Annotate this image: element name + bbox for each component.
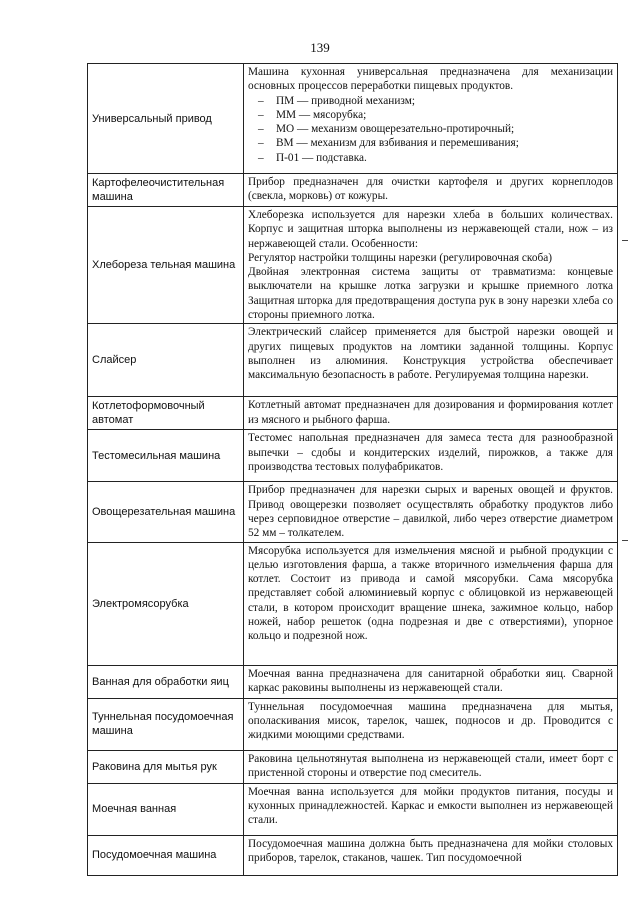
equipment-name: Слайсер [88,324,244,397]
description-paragraph: Моечная ванна предназначена для санитарной обработки яиц. Сварной каркас раковины выполнены из нержавеющей стали. [248,667,613,694]
table-row [88,542,618,665]
equipment-name: Хлебореза тельная машина [88,207,244,324]
table-row [88,750,618,783]
description-paragraph: Машина кухонная универсальная предназначена для механизации основных процессов переработки пищевых продуктов. [248,66,613,93]
component-list-item: – П-01 — подставка. [248,151,613,165]
equipment-description [244,430,618,482]
description-paragraph: Хлеборезка используется для нарезки хлеба в больших количествах. Корпус и защитная шторка выполнены из нержавеющей стали, нож – из нержавеющей стали. Особенности: [248,209,613,250]
equipment-table-body [88,64,618,876]
equipment-name: Котлетоформовочный автомат [88,397,244,430]
component-list-item: – ПМ — приводной механизм; [248,94,613,108]
equipment-name: Ванная для обработки яиц [88,665,244,698]
equipment-name: Посудомоечная машина [88,835,244,875]
component-list-item: – ММ — мясорубка; [248,108,613,122]
component-list-item: – МО — механизм овощерезательно-протирочный; [248,122,613,136]
equipment-name: Универсальный привод [88,64,244,174]
equipment-table [87,63,618,876]
equipment-description [244,835,618,875]
equipment-description [244,750,618,783]
equipment-name: Туннельная посудомоечная машина [88,698,244,750]
description-paragraph: Раковина цельнотянутая выполнена из нержавеющей стали, имеет борт с пристенной стороны и отверстие под смеситель. [248,752,613,779]
equipment-name: Тестомесильная машина [88,430,244,482]
equipment-description [244,698,618,750]
equipment-description [244,482,618,542]
equipment-description [244,665,618,698]
margin-mark [622,240,628,241]
equipment-name: Раковина для мытья рук [88,750,244,783]
description-paragraph: Котлетный автомат предназначен для дозирования и формирования котлет из мясного и рыбного фарша. [248,399,613,426]
page-number: 139 [310,40,330,55]
description-paragraph: Электрический слайсер применяется для быстрой нарезки овощей и других пищевых продуктов на ломтики заданной толщины. Корпус выполнен из алюминия. Конструкция устройства обеспечивает максимальную безопасность в работе. Регулируемая толщина нарезки. [248,326,613,382]
table-row [88,665,618,698]
table-row [88,64,618,174]
table-row [88,397,618,430]
description-paragraph: Тестомес напольная предназначен для замеса теста для разнообразной выпечки – сдобы и кондитерских изделий, пирожков, а также для производства тестовых полуфабрикатов. [248,432,613,473]
table-row [88,698,618,750]
equipment-description [244,207,618,324]
description-paragraph: Туннельная посудомоечная машина предназначена для мытья, ополаскивания мисок, тарелок, чашек, подносов и др. Проводится с жидкими моющими средствами. [248,700,613,742]
description-paragraph: Мясорубка используется для измельчения мясной и рыбной продукции с целью изготовления фарша, а также вторичного измельчения фарша для котлет. Состоит из привода и самой мясорубки. Сама мясорубка представляет собой алюминиевый корпус с облицовкой из нержавеющей стали, в котором происходит вращение шнека, зажимное кольцо, набор ножей, набор решеток (одна подрезная и две с отверстиями), упорное кольцо и подрезной нож. [248,544,613,643]
table-row [88,324,618,397]
equipment-description [244,397,618,430]
description-paragraph: Моечная ванна используется для мойки продуктов питания, посуды и кухонных принадлежностей. Каркас и емкости выполнен из нержавеющей стали. [248,785,613,827]
table-row [88,835,618,875]
component-list-item: – ВМ — механизм для взбивания и перемешивания; [248,136,613,150]
equipment-name: Электромясорубка [88,542,244,665]
equipment-description [244,64,618,174]
table-row [88,207,618,324]
equipment-description [244,324,618,397]
description-paragraph: Регулятор настройки толщины нарезки (регулировочная скоба) [248,251,553,264]
equipment-description [244,542,618,665]
description-paragraph: Прибор предназначен для нарезки сырых и вареных овощей и фруктов. Привод овощерезки позволяет осуществлять обработку продуктов либо через серповидное отверстие – давилкой, либо через отверстие диаметром 52 мм – толкателем. [248,484,613,540]
margin-mark [622,540,628,541]
table-row [88,783,618,835]
description-paragraph: Двойная электронная система защиты от травматизма: концевые выключатели на крышке лотка загрузки и крышке приемного лотка Защитная шторка для предотвращения доступа рук в зону нарезки хлеба со стороны приемного лотка. [248,266,613,322]
table-row [88,430,618,482]
description-paragraph: Прибор предназначен для очистки картофеля и других корнеплодов (свекла, морковь) от кожуры. [248,176,613,203]
equipment-name: Картофелеочистительная машина [88,174,244,207]
table-row [88,482,618,542]
description-paragraph: Посудомоечная машина должна быть предназначена для мойки столовых приборов, тарелок, стаканов, чашек. Тип посудомоечной [248,837,613,864]
equipment-name: Овощерезательная машина [88,482,244,542]
equipment-name: Моечная ванная [88,783,244,835]
table-row [88,174,618,207]
equipment-description [244,783,618,835]
equipment-description [244,174,618,207]
